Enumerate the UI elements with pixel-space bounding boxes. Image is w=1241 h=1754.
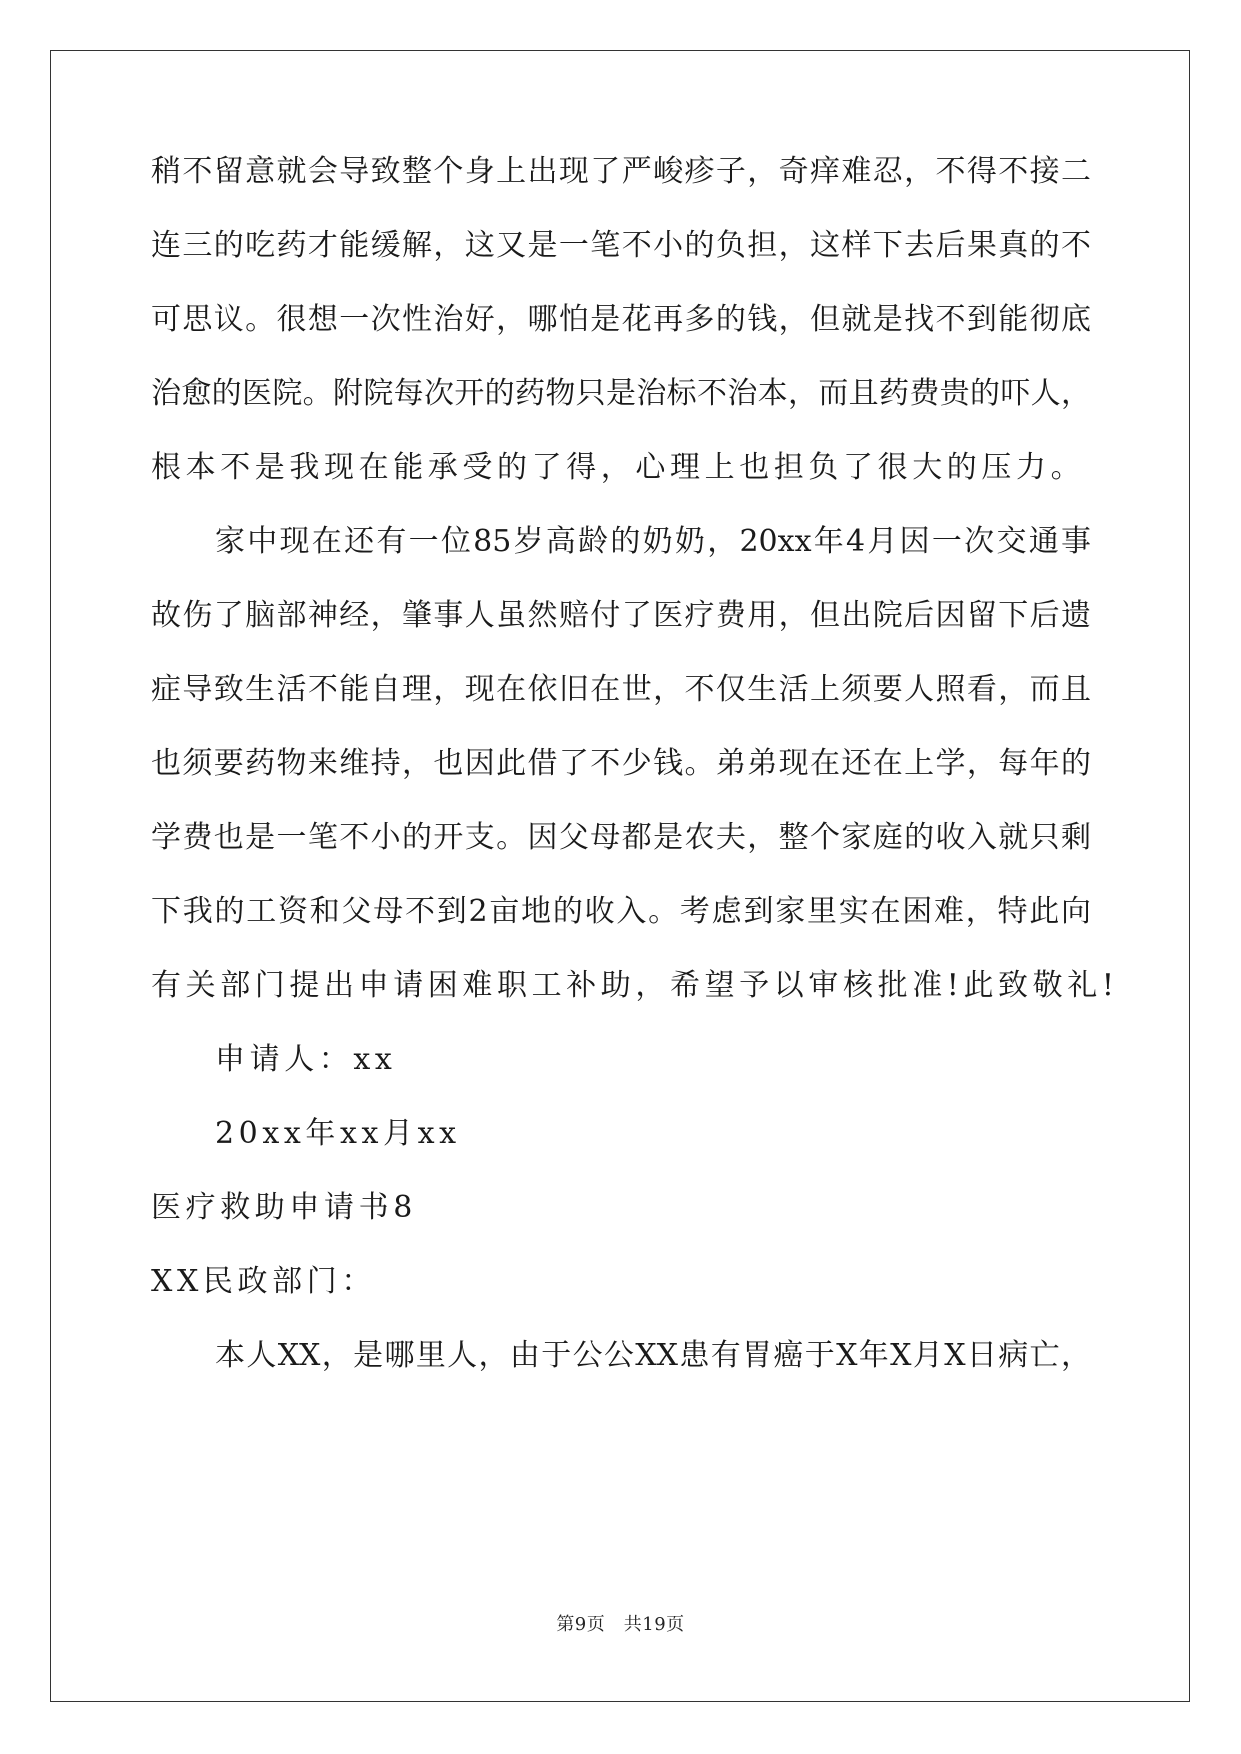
paragraph-line: 也须要药物来维持，也因此借了不少钱。弟弟现在还在上学，每年的 xyxy=(151,746,1091,781)
applicant-line: 申请人：xx xyxy=(215,1042,397,1077)
paragraph-line: 可思议。很想一次性治好，哪怕是花再多的钱，但就是找不到能彻底 xyxy=(151,302,1091,337)
paragraph-line: 根本不是我现在能承受的了得，心理上也担负了很大的压力。 xyxy=(151,450,1086,485)
page-number: 第9页 共19页 xyxy=(556,1614,685,1635)
paragraph-line: 故伤了脑部神经，肇事人虽然赔付了医疗费用，但出院后因留下后遗 xyxy=(151,598,1091,633)
paragraph-line: 本人XX，是哪里人，由于公公XX患有胃癌于X年X月X日病亡， xyxy=(215,1338,1091,1373)
paragraph-line: 连三的吃药才能缓解，这又是一笔不小的负担，这样下去后果真的不 xyxy=(151,228,1091,263)
date-line: 20xx年xx月xx xyxy=(215,1116,461,1151)
section-title: 医疗救助申请书8 xyxy=(151,1190,417,1225)
paragraph-line: 有关部门提出申请困难职工补助，希望予以审核批准!此致敬礼! xyxy=(151,968,1119,1003)
page-border xyxy=(50,50,1190,1702)
recipient-line: XX民政部门： xyxy=(151,1264,376,1299)
paragraph-line: 家中现在还有一位85岁高龄的奶奶，20xx年4月因一次交通事 xyxy=(215,524,1091,559)
paragraph-line: 学费也是一笔不小的开支。因父母都是农夫，整个家庭的收入就只剩 xyxy=(151,820,1091,855)
paragraph-line: 治愈的医院。附院每次开的药物只是治标不治本，而且药费贵的吓人， xyxy=(151,376,1091,411)
paragraph-line: 下我的工资和父母不到2亩地的收入。考虑到家里实在困难，特此向 xyxy=(151,894,1091,929)
paragraph-line: 症导致生活不能自理，现在依旧在世，不仅生活上须要人照看，而且 xyxy=(151,672,1091,707)
paragraph-line: 稍不留意就会导致整个身上出现了严峻疹子，奇痒难忍，不得不接二 xyxy=(151,154,1091,189)
